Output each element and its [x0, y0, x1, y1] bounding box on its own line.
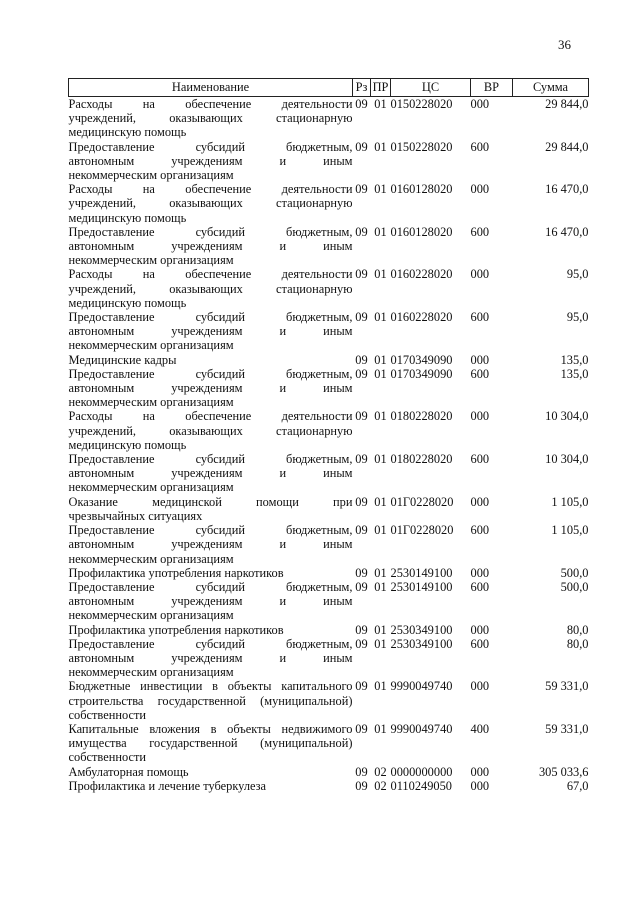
- row-pr: 01: [374, 182, 387, 197]
- table-row: [69, 97, 589, 140]
- row-rz: 09: [355, 494, 368, 509]
- row-cs: 0160128020: [390, 182, 453, 197]
- row-pr: 02: [374, 764, 387, 779]
- row-sum: 59 331,0: [545, 679, 589, 694]
- table-row: [69, 637, 589, 680]
- row-cs: 0180228020: [390, 409, 453, 424]
- row-name-line: Расходы на обеспечение деятельности: [68, 182, 353, 197]
- row-sum: 10 304,0: [545, 452, 589, 467]
- row-name-line: учреждений, оказывающих стационарную: [68, 111, 353, 126]
- row-name: [69, 779, 353, 793]
- row-pr: 01: [374, 565, 387, 580]
- row-name-line: собственности: [68, 707, 147, 722]
- row-rz: 09: [355, 622, 368, 637]
- row-pr: 01: [374, 352, 387, 367]
- row-name: [69, 97, 353, 140]
- row-name: [69, 679, 353, 722]
- row-name-line: медицинскую помощь: [68, 125, 187, 140]
- header-name: Наименование: [69, 79, 353, 97]
- row-sum: 10 304,0: [545, 409, 589, 424]
- row-name-line: автономным учреждениям и иным: [68, 324, 353, 339]
- row-cs: 0180228020: [390, 452, 453, 467]
- row-name-line: учреждений, оказывающих стационарную: [68, 281, 353, 296]
- row-rz: 09: [355, 97, 368, 111]
- row-name-line: имущества государственной (муниципальной): [68, 736, 353, 751]
- row-vr: 000: [470, 267, 490, 282]
- row-vr: 000: [470, 182, 490, 197]
- row-rz: 09: [355, 409, 368, 424]
- row-pr: 01: [374, 636, 387, 651]
- row-pr: 01: [374, 97, 387, 111]
- row-name-line: учреждений, оказывающих стационарную: [68, 196, 353, 211]
- row-pr: 01: [374, 224, 387, 239]
- row-rz: 09: [355, 224, 368, 239]
- table-row: [69, 310, 589, 353]
- header-sum: Сумма: [513, 79, 589, 97]
- row-name: [69, 353, 353, 367]
- row-name-line: Капитальные вложения в объекты недвижимого: [68, 721, 353, 736]
- table-row: [69, 779, 589, 793]
- row-vr: 600: [470, 452, 490, 467]
- row-sum: 1 105,0: [551, 494, 589, 509]
- row-name-line: собственности: [68, 750, 147, 765]
- row-vr: 000: [470, 409, 490, 424]
- row-name-line: некоммерческим организациям: [68, 253, 234, 268]
- table-row: [69, 566, 589, 580]
- row-pr: 01: [374, 452, 387, 467]
- row-cs: 0160228020: [390, 310, 453, 325]
- row-name-line: строительства государственной (муниципальной): [68, 693, 353, 708]
- row-cs: 0160128020: [390, 224, 453, 239]
- row-name-line: автономным учреждениям и иным: [68, 153, 353, 168]
- row-rz: 09: [355, 636, 368, 651]
- table-row: [69, 580, 589, 623]
- row-name-line: некоммерческим организациям: [68, 168, 234, 183]
- row-name-line: Предоставление субсидий бюджетным,: [68, 310, 353, 325]
- row-pr: 01: [374, 366, 387, 381]
- row-sum: 80,0: [566, 622, 589, 637]
- row-name: [69, 765, 353, 779]
- row-vr: 000: [470, 778, 490, 793]
- row-name-line: Предоставление субсидий бюджетным,: [68, 579, 353, 594]
- row-sum: 95,0: [566, 310, 589, 325]
- row-name: [69, 495, 353, 523]
- row-name-line: Оказание медицинской помощи при: [68, 494, 353, 509]
- row-rz: 09: [355, 679, 368, 694]
- row-cs: 9990049740: [390, 721, 453, 736]
- header-cs: ЦС: [391, 79, 471, 97]
- row-sum: 29 844,0: [545, 97, 589, 111]
- row-cs: 0110249050: [390, 778, 452, 793]
- row-pr: 01: [374, 267, 387, 282]
- row-name-line: автономным учреждениям и иным: [68, 650, 353, 665]
- row-name-line: медицинскую помощь: [68, 437, 187, 452]
- row-name: [69, 182, 353, 225]
- row-sum: 80,0: [566, 636, 589, 651]
- header-vr: ВР: [471, 79, 513, 97]
- row-cs: 0170349090: [390, 366, 453, 381]
- row-cs: 0160228020: [390, 267, 453, 282]
- header-rz: Рз: [353, 79, 371, 97]
- row-pr: 01: [374, 622, 387, 637]
- row-name-line: Предоставление субсидий бюджетным,: [68, 139, 353, 154]
- row-vr: 600: [470, 636, 490, 651]
- row-rz: 09: [355, 579, 368, 594]
- row-name: [69, 637, 353, 680]
- row-cs: 0170349090: [390, 352, 453, 367]
- row-rz: 09: [355, 139, 368, 154]
- row-sum: 59 331,0: [545, 721, 589, 736]
- row-name-line: Бюджетные инвестиции в объекты капитального: [68, 679, 353, 694]
- row-sum: 135,0: [560, 366, 589, 381]
- row-pr: 02: [374, 778, 387, 793]
- row-rz: 09: [355, 310, 368, 325]
- row-name-line: Расходы на обеспечение деятельности: [68, 97, 353, 111]
- row-name: [69, 140, 353, 183]
- row-sum: 95,0: [566, 267, 589, 282]
- table-body: [69, 97, 589, 793]
- row-name-line: Предоставление субсидий бюджетным,: [68, 224, 353, 239]
- row-rz: 09: [355, 182, 368, 197]
- row-name: [69, 452, 353, 495]
- table-row: [69, 225, 589, 268]
- row-sum: 305 033,6: [538, 764, 589, 779]
- row-rz: 09: [355, 778, 368, 793]
- table-row: [69, 367, 589, 410]
- row-name: [69, 523, 353, 566]
- row-cs: 9990049740: [390, 679, 453, 694]
- table-row: [69, 722, 589, 765]
- row-vr: 600: [470, 139, 490, 154]
- row-pr: 01: [374, 721, 387, 736]
- row-name-line: некоммерческим организациям: [68, 608, 234, 623]
- row-cs: 01Г0228020: [390, 494, 454, 509]
- row-vr: 600: [470, 366, 490, 381]
- table-row: [69, 353, 589, 367]
- row-name-line: автономным учреждениям и иным: [68, 537, 353, 552]
- row-rz: 09: [355, 721, 368, 736]
- row-name-line: автономным учреждениям и иным: [68, 594, 353, 609]
- table-row: [69, 495, 589, 523]
- row-name-line: некоммерческим организациям: [68, 665, 234, 680]
- row-name-line: Профилактика употребления наркотиков: [68, 622, 284, 637]
- row-pr: 01: [374, 139, 387, 154]
- row-name-line: Предоставление субсидий бюджетным,: [68, 636, 353, 651]
- row-name: [69, 623, 353, 637]
- row-vr: 600: [470, 224, 490, 239]
- row-name-line: Профилактика и лечение туберкулеза: [68, 778, 267, 793]
- row-pr: 01: [374, 494, 387, 509]
- row-name-line: некоммерческим организациям: [68, 480, 234, 495]
- row-rz: 09: [355, 452, 368, 467]
- row-pr: 01: [374, 679, 387, 694]
- row-cs: 2530349100: [390, 636, 453, 651]
- table-row: [69, 523, 589, 566]
- row-name: [69, 310, 353, 353]
- row-name-line: чрезвычайных ситуациях: [68, 508, 203, 523]
- row-vr: 600: [470, 579, 490, 594]
- row-name-line: Предоставление субсидий бюджетным,: [68, 523, 353, 538]
- row-name-line: некоммерческим организациям: [68, 338, 234, 353]
- row-pr: 01: [374, 579, 387, 594]
- budget-table: [68, 78, 589, 793]
- row-rz: 09: [355, 366, 368, 381]
- row-name-line: Предоставление субсидий бюджетным,: [68, 452, 353, 467]
- row-sum: 16 470,0: [545, 182, 589, 197]
- row-rz: 09: [355, 352, 368, 367]
- table-row: [69, 679, 589, 722]
- row-name: [69, 580, 353, 623]
- table-row: [69, 765, 589, 779]
- row-cs: 0000000000: [390, 764, 453, 779]
- row-name-line: автономным учреждениям и иным: [68, 381, 353, 396]
- row-vr: 000: [470, 622, 490, 637]
- row-vr: 000: [470, 97, 490, 111]
- row-name: [69, 722, 353, 765]
- row-pr: 01: [374, 523, 387, 538]
- row-name: [69, 566, 353, 580]
- row-vr: 000: [470, 764, 490, 779]
- row-name-line: Медицинские кадры: [68, 352, 177, 367]
- row-name-line: учреждений, оказывающих стационарную: [68, 423, 353, 438]
- table-row: [69, 182, 589, 225]
- row-name-line: медицинскую помощь: [68, 295, 187, 310]
- table-row: [69, 452, 589, 495]
- row-vr: 600: [470, 523, 490, 538]
- row-name-line: Профилактика употребления наркотиков: [68, 565, 284, 580]
- row-name-line: медицинскую помощь: [68, 210, 187, 225]
- table-row: [69, 140, 589, 183]
- row-cs: 01Г0228020: [390, 523, 454, 538]
- row-name-line: Предоставление субсидий бюджетным,: [68, 366, 353, 381]
- row-rz: 09: [355, 764, 368, 779]
- row-sum: 67,0: [566, 778, 589, 793]
- row-vr: 000: [470, 352, 490, 367]
- row-sum: 135,0: [560, 352, 589, 367]
- row-name-line: автономным учреждениям и иным: [68, 239, 353, 254]
- row-name: [69, 367, 353, 410]
- row-name-line: некоммерческим организациям: [68, 395, 234, 410]
- row-vr: 000: [470, 565, 490, 580]
- row-rz: 09: [355, 267, 368, 282]
- row-cs: 0150228020: [390, 97, 453, 111]
- row-vr: 000: [470, 494, 490, 509]
- row-vr: 400: [470, 721, 490, 736]
- row-sum: 29 844,0: [545, 139, 589, 154]
- row-cs: 2530149100: [390, 579, 453, 594]
- row-name: [69, 409, 353, 452]
- row-name-line: автономным учреждениям и иным: [68, 466, 353, 481]
- row-pr: 01: [374, 409, 387, 424]
- table-row: [69, 267, 589, 310]
- row-cs: 2530149100: [390, 565, 453, 580]
- row-sum: 500,0: [560, 565, 589, 580]
- row-name-line: Амбулаторная помощь: [68, 764, 189, 779]
- table-header-row: [69, 79, 589, 97]
- header-pr: ПР: [371, 79, 391, 97]
- row-vr: 600: [470, 310, 490, 325]
- row-sum: 500,0: [560, 579, 589, 594]
- row-sum: 16 470,0: [545, 224, 589, 239]
- row-rz: 09: [355, 565, 368, 580]
- row-sum: 1 105,0: [551, 523, 589, 538]
- table-row: [69, 623, 589, 637]
- row-name: [69, 225, 353, 268]
- page-number: 36: [558, 37, 571, 52]
- row-cs: 2530349100: [390, 622, 453, 637]
- row-rz: 09: [355, 523, 368, 538]
- row-name-line: Расходы на обеспечение деятельности: [68, 267, 353, 282]
- row-name-line: Расходы на обеспечение деятельности: [68, 409, 353, 424]
- table-row: [69, 409, 589, 452]
- row-cs: 0150228020: [390, 139, 453, 154]
- row-name: [69, 267, 353, 310]
- row-vr: 000: [470, 679, 490, 694]
- row-name-line: некоммерческим организациям: [68, 551, 234, 566]
- row-pr: 01: [374, 310, 387, 325]
